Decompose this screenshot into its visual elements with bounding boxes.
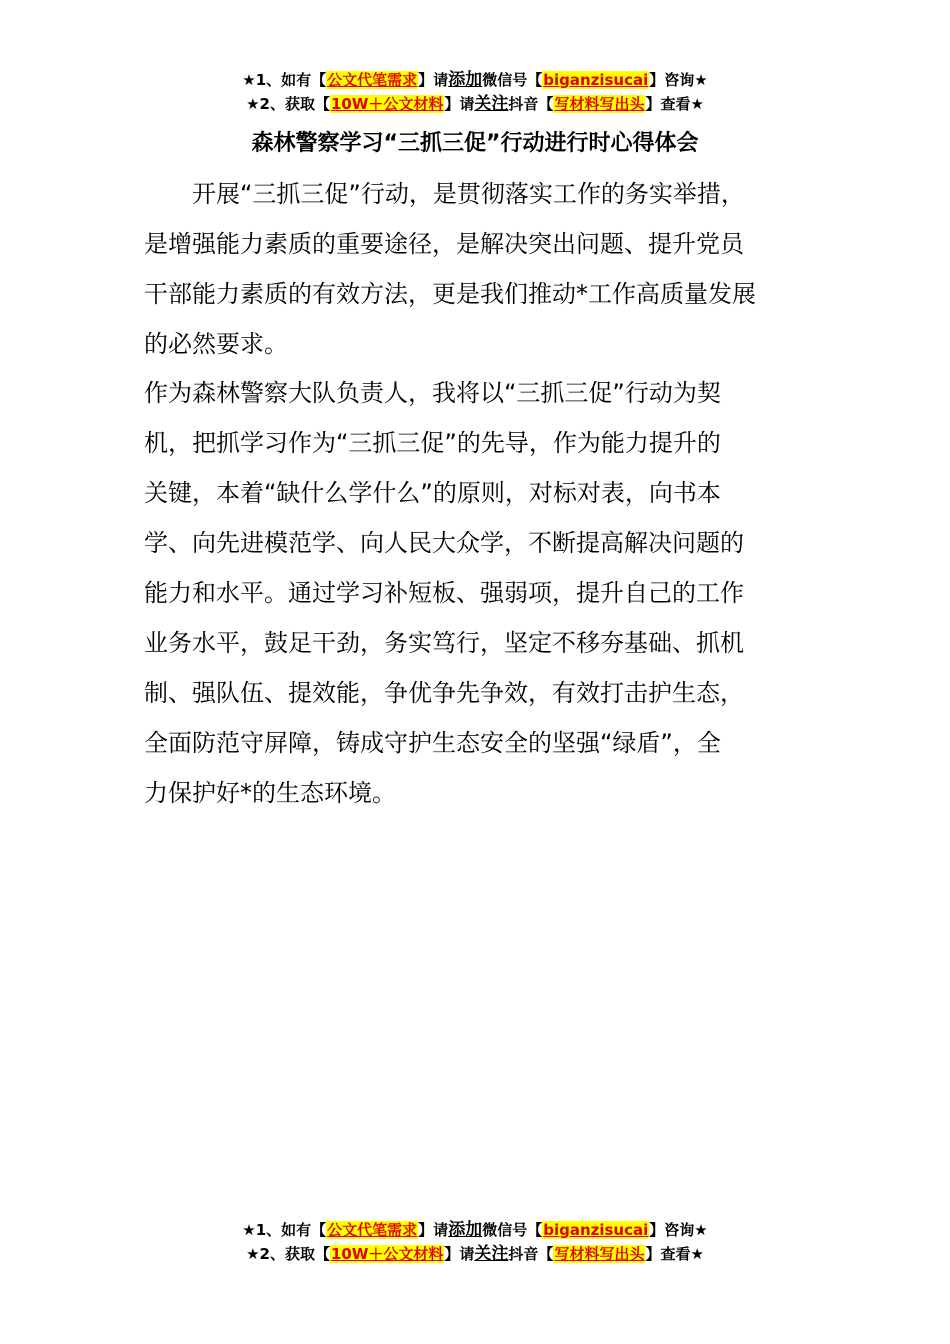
banner-text: 】咨询★ <box>649 71 708 89</box>
banner-line-2 <box>0 92 950 116</box>
text-line: 作为森林警察大队负责人，我将以“三抓三促”行动为契 <box>144 379 721 407</box>
text-line: 全面防范守屏障，铸成守护生态安全的坚强“绿盾”，全 <box>144 729 721 757</box>
banner-text: 微信号【 <box>482 71 543 89</box>
banner-text: 微信号【 <box>482 1221 543 1239</box>
text-line: 业务水平，鼓足干劲，务实笃行，坚定不移夯基础、抓机 <box>144 629 744 657</box>
underlined-text: 添加 <box>448 1220 483 1240</box>
banner-text: 】请 <box>418 1221 449 1239</box>
wechat-id: biganzisucai <box>543 1221 649 1239</box>
text-line: 能力和水平。通过学习补短板、强弱项，提升自己的工作 <box>144 579 744 607</box>
highlight-text: 公文代笔需求 <box>327 71 418 89</box>
banner-text: ★1、如有【 <box>242 71 327 89</box>
highlight-text: 公文代笔需求 <box>327 1221 418 1239</box>
banner-text: 抖音【 <box>508 1245 554 1263</box>
text-line: 的必然要求。 <box>144 330 288 358</box>
banner-text: ★2、获取【 <box>246 95 330 113</box>
banner-text: ★2、获取【 <box>246 1245 330 1263</box>
wechat-id: biganzisucai <box>543 71 649 89</box>
banner-text: ★1、如有【 <box>242 1221 327 1239</box>
banner-text: 】请 <box>444 95 475 113</box>
underlined-text: 关注 <box>474 1244 509 1264</box>
banner-text: 】请 <box>418 71 449 89</box>
text-line: 关键，本着“缺什么学什么”的原则，对标对表，向书本 <box>144 479 721 507</box>
banner-text: 】咨询★ <box>649 1221 708 1239</box>
paragraph-2 <box>144 368 744 818</box>
banner-line-1 <box>0 68 950 92</box>
paragraph-1 <box>144 169 756 369</box>
banner-text: 抖音【 <box>508 95 554 113</box>
highlight-text: 10W＋公文材料 <box>330 95 444 113</box>
banner-text: 】查看★ <box>645 1245 704 1263</box>
text-line: 机，把抓学习作为“三抓三促”的先导，作为能力提升的 <box>144 429 721 457</box>
highlight-text: 10W＋公文材料 <box>330 1245 444 1263</box>
banner-line-2 <box>0 1242 950 1266</box>
footer-banner <box>0 1218 950 1266</box>
text-line: 干部能力素质的有效方法，更是我们推动*工作高质量发展 <box>144 280 756 308</box>
document-title: 森林警察学习“三抓三促”行动进行时心得体会 <box>251 131 699 156</box>
banner-text: 】请 <box>444 1245 475 1263</box>
text-line: 开展“三抓三促”行动，是贯彻落实工作的务实举措， <box>144 180 745 208</box>
text-line: 力保护好*的生态环境。 <box>144 779 396 807</box>
banner-line-1 <box>0 1218 950 1242</box>
underlined-text: 关注 <box>474 94 509 114</box>
douyin-account: 写材料写出头 <box>554 95 645 113</box>
douyin-account: 写材料写出头 <box>554 1245 645 1263</box>
banner-text: 】查看★ <box>645 95 704 113</box>
text-line: 是增强能力素质的重要途径，是解决突出问题、提升党员 <box>144 230 744 258</box>
underlined-text: 添加 <box>448 70 483 90</box>
text-line: 制、强队伍、提效能，争优争先争效，有效打击护生态， <box>144 679 744 707</box>
header-banner <box>0 68 950 116</box>
text-line: 学、向先进模范学、向人民大众学，不断提高解决问题的 <box>144 529 744 557</box>
